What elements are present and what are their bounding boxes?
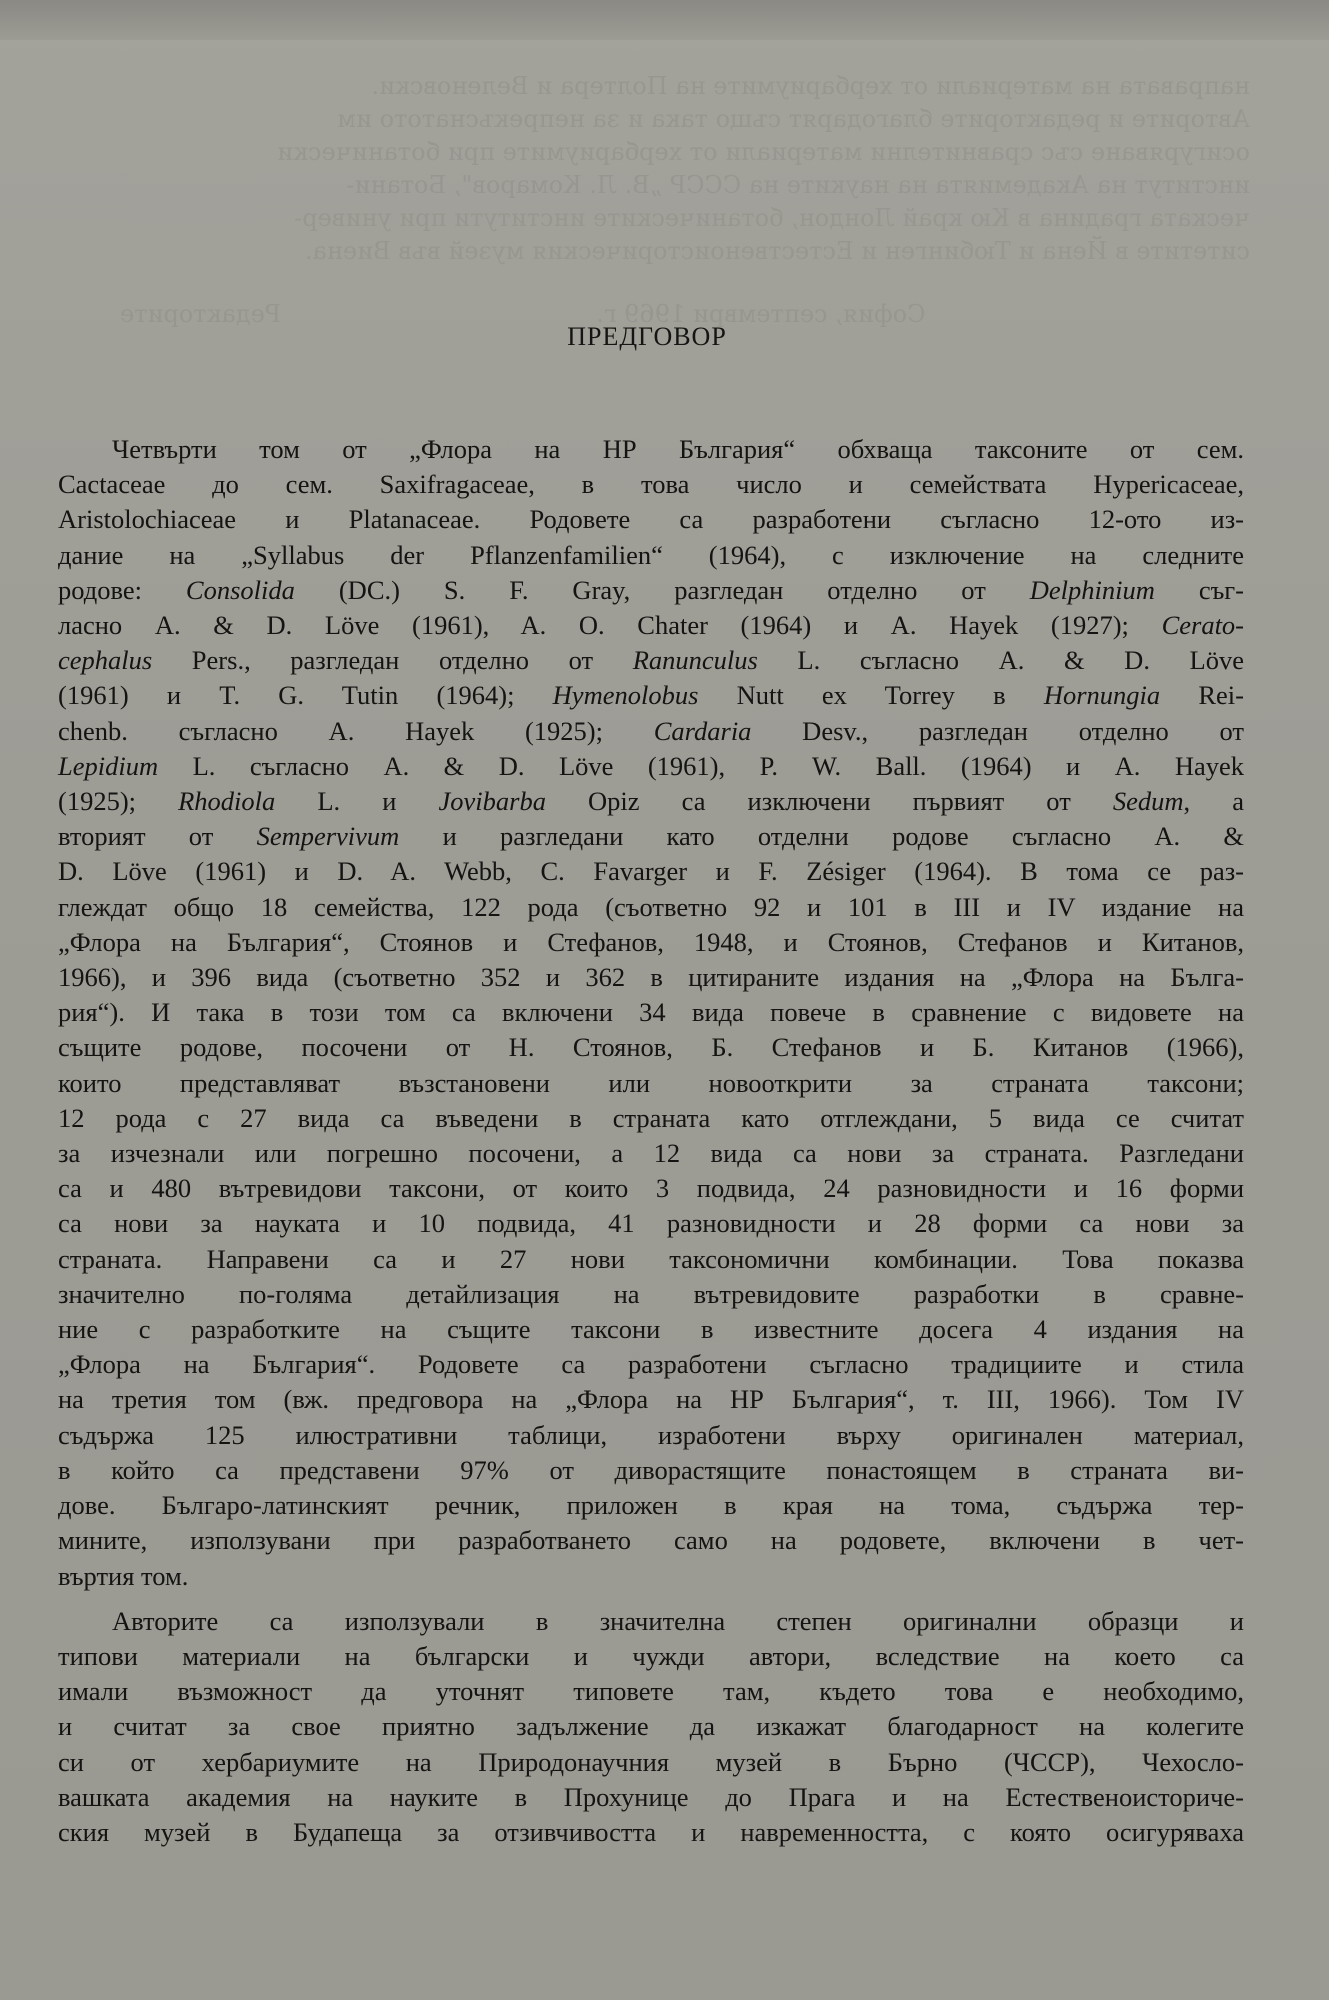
- text-run: дове. Българо-латинският речник, приложен в края на тома, съдържа тер-: [58, 1490, 1244, 1521]
- text-run: Aristolochiaceae и Platanaceae. Родовете са разработени съгласно 12-ото из-: [58, 504, 1244, 535]
- text-run: мините, използувани при разработването само на родовете, включени в чет-: [58, 1525, 1244, 1556]
- bleed-through-text: [120, 70, 1250, 331]
- text-line: [58, 1559, 1244, 1594]
- taxon-name: Delphinium: [1029, 574, 1155, 605]
- text-run: ние с разработките на същите таксони в известните досега 4 издания на: [58, 1314, 1244, 1345]
- text-line: [58, 960, 1244, 995]
- text-run: Rei-: [1160, 680, 1244, 711]
- text-line: [58, 1171, 1244, 1206]
- bleed-line: направата на материали от хербариумите на Полтера и Веленовски.: [371, 72, 1250, 100]
- text-run: Cactaceae до сем. Saxifragaceae, в това число и семействата Hypericaceae,: [58, 469, 1244, 500]
- text-run: „Флора на България“, Стоянов и Стефанов, 1948, и Стоянов, Стефанов и Китанов,: [58, 926, 1244, 957]
- text-run: съдържа 125 илюстративни таблици, изработени върху оригинален материал,: [58, 1419, 1244, 1450]
- text-run: (DC.) S. F. Gray, разгледан отделно от: [294, 574, 1030, 605]
- text-line: [58, 573, 1244, 608]
- taxon-name: cephalus: [58, 645, 153, 676]
- taxon-name: Sempervivum: [256, 821, 400, 852]
- text-line: [58, 1101, 1244, 1136]
- taxon-name: Ranunculus: [632, 645, 758, 676]
- text-line: [58, 1523, 1244, 1558]
- text-run: съг-: [1154, 574, 1244, 605]
- bleed-date: София, септември 1969 г.: [596, 300, 926, 328]
- text-run: които представляват възстановени или новооткрити за страната таксони;: [58, 1067, 1244, 1098]
- text-line: [58, 1604, 1244, 1639]
- text-run: 1966), и 396 вида (съответно 352 и 362 в цитираните издания на „Флора на Бълга-: [58, 962, 1244, 993]
- bleed-line: ситетите в Йена и Тюбинген и Естественоисторическия музей във Виена.: [304, 237, 1250, 265]
- text-line: [58, 1136, 1244, 1171]
- text-line: [58, 1277, 1244, 1312]
- text-line: [58, 854, 1244, 889]
- text-line: [58, 1418, 1244, 1453]
- text-run: L. и: [275, 786, 439, 817]
- text-line: [58, 819, 1244, 854]
- text-line: [58, 1312, 1244, 1347]
- text-run: и считат за свое приятно задължение да изкажат благодарност на колегите: [58, 1711, 1244, 1742]
- text-run: и разгледани като отделни родове съгласно A. &: [399, 821, 1244, 852]
- text-run: вашката академия на науките в Прохунице до Прага и на Естественоисториче-: [58, 1781, 1244, 1812]
- paragraph-2: [58, 1604, 1244, 1850]
- text-run: типови материали на български и чужди автори, вследствие на което са: [58, 1640, 1244, 1671]
- text-line: [58, 1780, 1244, 1815]
- text-line: [58, 1030, 1244, 1065]
- text-run: , а: [1183, 786, 1244, 817]
- text-run: дание на „Syllabus der Pflanzenfamilien“ (1964), с изключение на следните: [58, 539, 1244, 570]
- text-run: са и 480 вътревидови таксони, от които 3 подвида, 24 разновидности и 16 форми: [58, 1173, 1244, 1204]
- text-line: [58, 749, 1244, 784]
- taxon-name: Rhodiola: [178, 786, 276, 817]
- paragraph-1: [58, 432, 1244, 1594]
- text-line: [58, 1382, 1244, 1417]
- taxon-name: Sedum: [1112, 786, 1184, 817]
- text-run: в който са представени 97% от диворастящите понастоящем в страната ви-: [58, 1454, 1244, 1485]
- text-line: [58, 784, 1244, 819]
- text-line: [58, 608, 1244, 643]
- text-run: ския музей в Будапеща за отзивчивостта и навременността, с която осигуряваха: [58, 1816, 1244, 1847]
- text-run: Четвърти том от „Флора на НР България“ обхваща таксоните от сем.: [112, 434, 1244, 464]
- text-line: [58, 890, 1244, 925]
- text-line: [58, 502, 1244, 537]
- text-line: [58, 1206, 1244, 1241]
- text-line: [58, 1488, 1244, 1523]
- taxon-name: Hornungia: [1043, 680, 1161, 711]
- text-run: глеждат общо 18 семейства, 122 рода (съответно 92 и 101 в III и IV издание на: [58, 891, 1244, 922]
- text-line: [58, 714, 1244, 749]
- text-run: L. съгласно A. & D. Löve (1961), P. W. Ball. (1964) и A. Hayek: [158, 750, 1244, 781]
- text-line: [58, 995, 1244, 1030]
- text-line: [58, 1674, 1244, 1709]
- text-run: имали възможност да уточнят типовете там, където това е необходимо,: [58, 1676, 1244, 1707]
- text-run: страната. Направени са и 27 нови таксономични комбинации. Това показва: [58, 1243, 1244, 1274]
- text-run: „Флора на България“. Родовете са разработени съгласно традициите и стила: [58, 1349, 1244, 1380]
- text-run: Opiz са изключени първият от: [545, 786, 1113, 817]
- text-line: [58, 1639, 1244, 1674]
- text-line: [58, 1745, 1244, 1780]
- text-run: вторият от: [58, 821, 257, 852]
- text-line: [58, 1242, 1244, 1277]
- text-run: Desv., разгледан отделно от: [751, 715, 1244, 746]
- text-run: (1961) и T. G. Tutin (1964);: [58, 680, 553, 711]
- bleed-editors: Редакторите: [120, 300, 282, 328]
- text-run: значително по-голяма детайлизация на вътревидовите разработки в сравне-: [58, 1278, 1244, 1309]
- taxon-name: Hymenolobus: [552, 680, 699, 711]
- text-run: Nutt ex Torrey в: [698, 680, 1044, 711]
- text-run: 12 рода с 27 вида са въведени в страната като отглеждани, 5 вида се считат: [58, 1102, 1244, 1133]
- taxon-name: Lepidium: [58, 750, 159, 781]
- text-line: [58, 925, 1244, 960]
- text-line: [58, 1815, 1244, 1850]
- text-line: [58, 643, 1244, 678]
- text-line: [58, 678, 1244, 713]
- bleed-line: осигуряване със сравнителни материали от хербариумите при ботанически: [277, 138, 1250, 166]
- text-run: (1925);: [58, 786, 179, 817]
- text-line: [58, 1347, 1244, 1382]
- text-run: Авторите са използували в значителна степен оригинални образци и: [112, 1605, 1244, 1636]
- text-run: за изчезнали или погрешно посочени, а 12 вида са нови за страната. Разгледани: [58, 1138, 1244, 1169]
- text-run: D. Löve (1961) и D. A. Webb, C. Favarger и F. Zésiger (1964). В тома се раз-: [58, 856, 1244, 887]
- text-run: L. съгласно A. & D. Löve: [757, 645, 1244, 676]
- text-run: въртия том.: [58, 1560, 189, 1591]
- bleed-line: институт на Академията на науките на СССР „В. Л. Комаров", Ботани-: [346, 171, 1250, 199]
- text-line: [58, 1709, 1244, 1744]
- text-line: [58, 1066, 1244, 1101]
- text-run: рия“). И така в този том са включени 34 вида повече в сравнение с видовете на: [58, 997, 1244, 1028]
- text-line: [58, 467, 1244, 502]
- text-line: [58, 432, 1244, 467]
- text-line: [58, 538, 1244, 573]
- text-line: [58, 1453, 1244, 1488]
- text-run: са нови за науката и 10 подвида, 41 разновидности и 28 форми са нови за: [58, 1208, 1244, 1239]
- body-text: [58, 432, 1244, 1850]
- taxon-name: Jovibarba: [438, 786, 546, 817]
- taxon-name: Consolida: [185, 574, 295, 605]
- text-run: ласно A. & D. Löve (1961), A. O. Chater (1964) и A. Hayek (1927);: [58, 610, 1162, 641]
- page-title: ПРЕДГОВОР: [567, 322, 727, 351]
- taxon-name: Cardaria: [653, 715, 752, 746]
- text-run: си от хербариумите на Природонаучния музей в Бърно (ЧССР), Чехосло-: [58, 1746, 1244, 1777]
- bleed-line: Авторите и редакторите благодарят също така и за непрекъснатото им: [337, 105, 1250, 133]
- text-run: chenb. съгласно A. Hayek (1925);: [58, 715, 654, 746]
- text-run: Pers., разгледан отделно от: [152, 645, 633, 676]
- taxon-name: Cerato-: [1161, 610, 1244, 641]
- text-run: на третия том (вж. предговора на „Флора на НР България“, т. III, 1966). Том IV: [58, 1384, 1244, 1415]
- page-top-edge: [0, 0, 1329, 40]
- text-run: родове:: [58, 574, 186, 605]
- text-run: същите родове, посочени от Н. Стоянов, Б. Стефанов и Б. Китанов (1966),: [58, 1032, 1244, 1063]
- bleed-line: ческата градина в Кю край Лондон, ботаническите институти при универ-: [294, 204, 1250, 232]
